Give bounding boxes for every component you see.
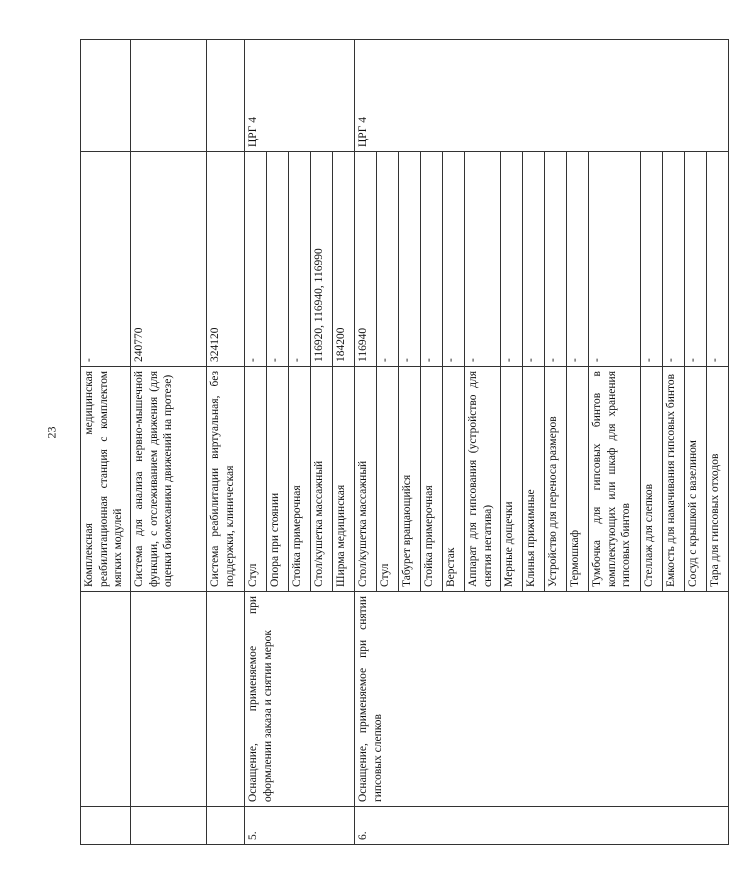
item-code: - [663,152,685,367]
section-reference: ЦРГ 4 [355,40,729,152]
item-code: - [545,152,567,367]
item-name: Сосуд с крышкой с вазелином [685,367,707,592]
item-name: Ширма медицинская [333,367,355,592]
item-code: - [567,152,589,367]
item-name: Стол/кушетка массажный [355,367,377,592]
item-code: 240770 [131,152,207,367]
item-name: Система для анализа нервно-мышечной функции, с отслеживанием движения (для оценки биомеханики движений на протезе) [131,367,207,592]
item-code: - [377,152,399,367]
item-name: Стеллаж для слепков [641,367,663,592]
item-name: Опора при стоянии [267,367,289,592]
item-code: - [289,152,311,367]
item-name: Термошкаф [567,367,589,592]
item-code: - [421,152,443,367]
page-number: 23 [44,426,59,439]
item-name: Аппарат для гипсования (устройство для снятия негатива) [465,367,501,592]
table-row [355,40,377,845]
table-row [131,40,207,845]
item-code: 184200 [333,152,355,367]
item-code: - [685,152,707,367]
item-name: Стол/кушетка массажный [311,367,333,592]
section-number: 6. [355,807,729,845]
item-code: - [641,152,663,367]
rotated-table-wrapper [80,40,721,845]
section-reference: ЦРГ 4 [245,40,355,152]
item-name: Стойка примерочная [289,367,311,592]
item-code: 116940 [355,152,377,367]
item-name: Емкость для намачивания гипсовых бинтов [663,367,685,592]
item-code: - [465,152,501,367]
item-code: - [501,152,523,367]
table-row [207,40,245,845]
item-name: Стул [377,367,399,592]
item-code: - [443,152,465,367]
item-code: - [245,152,267,367]
item-name: Клинья прижимные [523,367,545,592]
item-name: Комплексная медицинская реабилитационная станция с комплектом мягких модулей [81,367,131,592]
item-code: - [523,152,545,367]
section-title: Оснащение, применяемое при оформлении заказа и снятии мерок [245,592,355,807]
item-code: 116920, 116940, 116990 [311,152,333,367]
section-title: Оснащение, применяемое при снятии гипсовых слепков [355,592,729,807]
item-code: - [399,152,421,367]
item-name: Табурет вращающийся [399,367,421,592]
item-name: Стойка примерочная [421,367,443,592]
item-code: - [81,152,131,367]
table-row [81,40,131,845]
table-row [245,40,267,845]
item-name: Тара для гипсовых отходов [707,367,729,592]
section-number: 5. [245,807,355,845]
item-name: Стул [245,367,267,592]
item-code: - [589,152,641,367]
item-name: Система реабилитации виртуальная, без поддержки, клиническая [207,367,245,592]
item-code: 324120 [207,152,245,367]
equipment-table [80,39,729,845]
item-name: Мерные дощечки [501,367,523,592]
item-name: Верстак [443,367,465,592]
item-name: Тумбочка для гипсовых бинтов в комплектующих или шкаф для хранения гипсовых бинтов [589,367,641,592]
item-code: - [707,152,729,367]
item-name: Устройство для переноса размеров [545,367,567,592]
item-code: - [267,152,289,367]
